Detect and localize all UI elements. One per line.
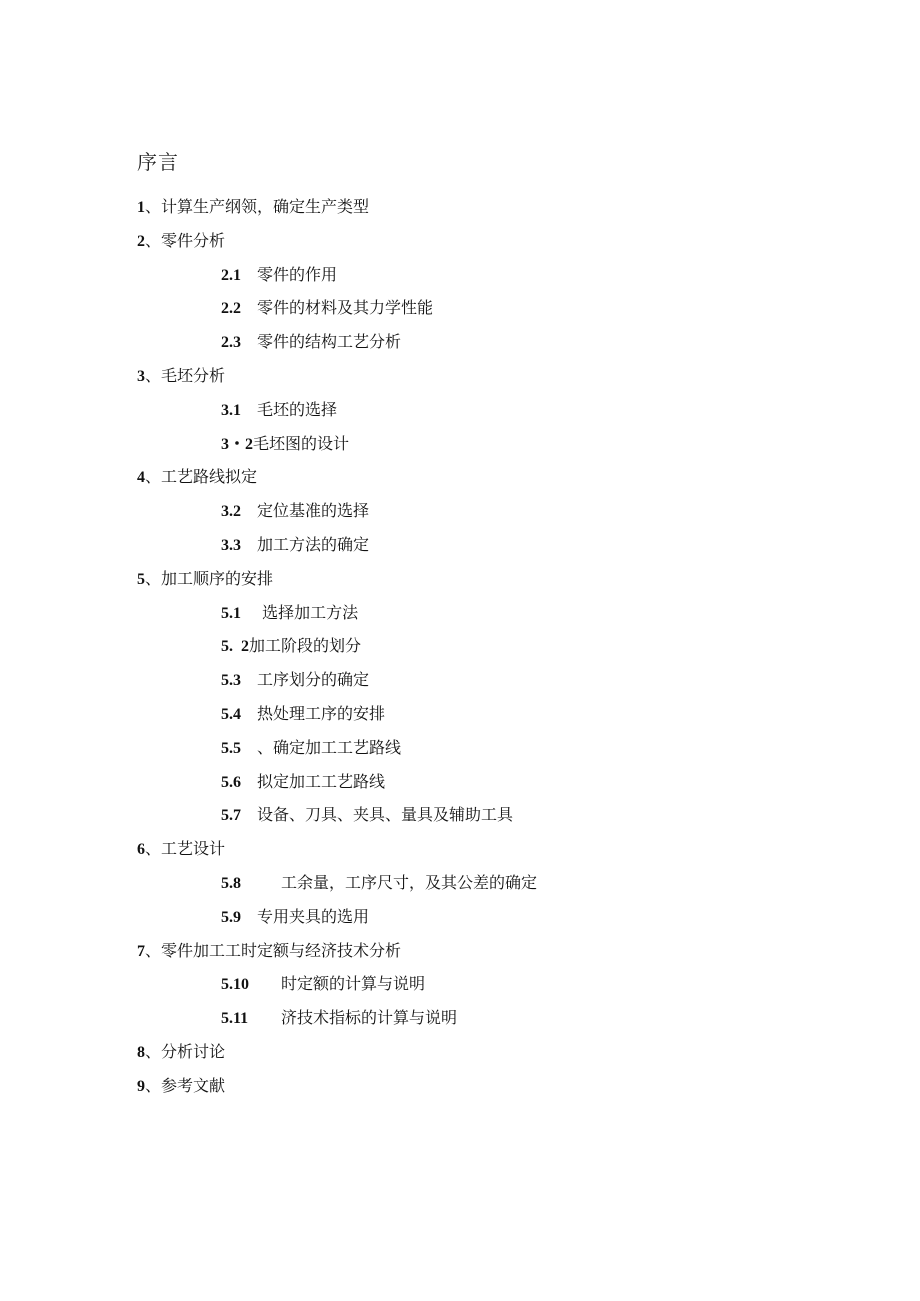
toc-entry-number: 5.1 — [221, 604, 241, 622]
toc-entry-title: 拟定加工工艺路线 — [257, 771, 386, 791]
toc-entry-title: 专用夹具的选用 — [257, 906, 370, 926]
toc-entry-title: 工艺设计 — [161, 839, 226, 859]
toc-entry-number: 5.9 — [221, 908, 241, 926]
toc-entry-separator: 、 — [145, 365, 162, 385]
toc-entry-number: 1 — [137, 199, 145, 216]
toc-entry-number: 7 — [137, 942, 145, 960]
toc-entry-number: 5.3 — [221, 672, 241, 690]
toc-section-entry[interactable] — [0, 430, 920, 464]
toc-entry-title: 计算生产纲领，确定生产类型 — [161, 197, 370, 216]
toc-chapter-entry[interactable] — [0, 463, 920, 497]
toc-entry-number: 5.11 — [221, 1010, 249, 1028]
toc-chapter-entry[interactable] — [0, 937, 920, 971]
toc-entry-number: 4 — [137, 469, 145, 487]
toc-chapter-entry[interactable] — [0, 1072, 920, 1106]
toc-entry-separator: 、 — [145, 1075, 162, 1095]
toc-entry-number: 2 — [137, 232, 145, 250]
toc-section-entry[interactable] — [0, 801, 920, 835]
toc-entry-number: 3.2 — [221, 503, 241, 521]
toc-section-entry[interactable] — [0, 768, 920, 802]
toc-entry-title: 时定额的计算与说明 — [281, 974, 426, 994]
toc-entry-number: 5.10 — [221, 976, 249, 994]
toc-entry-title: 加工方法的确定 — [257, 534, 370, 554]
toc-entry-number: 3 — [137, 367, 145, 385]
toc-entry-number: 5.7 — [221, 807, 241, 825]
toc-entry-number: 5.8 — [221, 874, 241, 892]
toc-entry-number: 2.3 — [221, 334, 241, 352]
toc-entry-title: 零件分析 — [161, 230, 226, 250]
toc-section-entry[interactable] — [0, 734, 920, 768]
toc-chapter-entry[interactable] — [0, 835, 920, 869]
toc-section-entry[interactable] — [0, 261, 920, 295]
toc-entry-title: 热处理工序的安排 — [257, 703, 386, 723]
toc-entry-title: 零件的结构工艺分析 — [257, 332, 402, 352]
toc-entry-title: 加工顺序的安排 — [161, 568, 274, 588]
toc-entry-title: 分析讨论 — [161, 1041, 226, 1061]
toc-entry-title: 工余量，工序尺寸，及其公差的确定 — [281, 872, 538, 892]
toc-entry-separator: 、 — [145, 230, 162, 250]
toc-entry-separator: 、 — [145, 1041, 162, 1061]
toc-section-entry[interactable] — [0, 666, 920, 700]
toc-entry-separator: 、 — [145, 568, 162, 588]
toc-entry-number: 2.1 — [221, 266, 241, 284]
toc-entry-title: 毛坯的选择 — [257, 399, 338, 419]
toc-entry-title: 工序划分的确定 — [257, 670, 370, 690]
toc-section-entry[interactable] — [0, 970, 920, 1004]
toc-entry-title: 参考文献 — [161, 1075, 226, 1095]
toc-entry-title: 零件的作用 — [257, 264, 338, 284]
toc-section-entry[interactable] — [0, 497, 920, 531]
toc-entry-separator: 、 — [145, 839, 162, 859]
toc-entry-title: 设备、刀具、夹具、量具及辅助工具 — [257, 805, 514, 825]
toc-entry-title: 毛坯分析 — [161, 365, 226, 385]
toc-entry-title: 工艺路线拟定 — [161, 467, 258, 487]
toc-entry-number: 5.6 — [221, 773, 241, 791]
toc-section-entry[interactable] — [0, 869, 920, 903]
toc-entry-number: 3・2 — [221, 435, 254, 453]
toc-entry-title: 济技术指标的计算与说明 — [281, 1008, 458, 1028]
toc-entry-number: 6 — [137, 841, 145, 859]
toc-entry-separator: 、 — [145, 197, 162, 216]
toc-section-entry[interactable] — [0, 599, 920, 633]
toc-chapter-entry[interactable] — [0, 1038, 920, 1072]
toc-chapter-entry[interactable] — [0, 193, 920, 227]
toc-entry-number: 5 — [137, 570, 145, 588]
toc-entry-title: 零件加工工时定额与经济技术分析 — [161, 940, 402, 960]
toc-entry-title: 毛坯图的设计 — [253, 433, 350, 453]
toc-section-entry[interactable] — [0, 531, 920, 565]
toc-entry-number: 2.2 — [221, 300, 241, 318]
toc-entry-title: 选择加工方法 — [257, 602, 359, 622]
toc-section-entry[interactable] — [0, 1004, 920, 1038]
toc-entry-number: 5.4 — [221, 705, 241, 723]
toc-entry-title: 、确定加工工艺路线 — [257, 737, 402, 757]
toc-entry-title: 零件的材料及其力学性能 — [257, 298, 434, 318]
toc-chapter-entry[interactable] — [0, 362, 920, 396]
toc-section-entry[interactable] — [0, 294, 920, 328]
toc-chapter-entry[interactable] — [0, 227, 920, 261]
toc-section-entry[interactable] — [0, 396, 920, 430]
toc-entry-number: 9 — [137, 1077, 145, 1095]
toc-entry-number: 3.1 — [221, 401, 241, 419]
toc-section-entry[interactable] — [0, 632, 920, 666]
toc-entry-number: 5. 2 — [221, 638, 249, 656]
toc-section-entry[interactable] — [0, 700, 920, 734]
toc-entry-number: 8 — [137, 1043, 145, 1061]
toc-section-entry[interactable] — [0, 328, 920, 362]
toc-section-entry[interactable] — [0, 903, 920, 937]
table-of-contents — [0, 193, 920, 1106]
toc-chapter-entry[interactable] — [0, 565, 920, 599]
toc-entry-title: 定位基准的选择 — [257, 501, 370, 521]
toc-entry-separator: 、 — [145, 467, 162, 487]
toc-entry-title: 加工阶段的划分 — [249, 636, 362, 656]
toc-entry-separator: 、 — [145, 940, 162, 960]
page-title: 序言 — [137, 150, 179, 174]
toc-entry-number: 5.5 — [221, 739, 241, 757]
toc-entry-number: 3.3 — [221, 536, 241, 554]
